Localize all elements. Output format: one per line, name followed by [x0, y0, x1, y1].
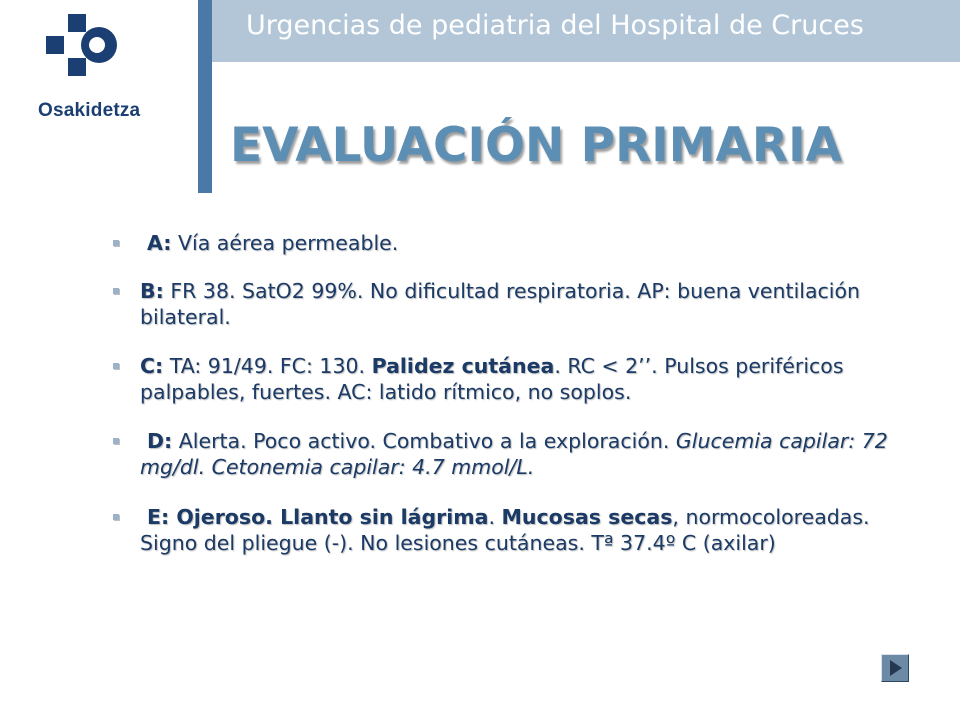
item-a-label: A:: [147, 231, 172, 255]
item-c-text: TA: 91/49. FC: 130.: [163, 354, 372, 378]
bullet-square-icon: [113, 438, 119, 444]
item-b-text: FR 38. SatO2 99%. No dificultad respiratoria. AP: buena ventilación bilateral.: [140, 279, 861, 329]
item-e-bold-2: Mucosas secas: [501, 505, 673, 529]
osakidetza-logo: [0, 0, 200, 140]
bullet-item-e: [110, 504, 910, 556]
item-d-italic: Glucemia capilar: 72 mg/dl. Cetonemia capilar: 4.7 mmol/L.: [140, 429, 888, 479]
osakidetza-emblem-icon: [40, 10, 120, 90]
banner-title: Urgencias de pediatria del Hospital de Cruces: [246, 10, 864, 41]
logo-text: Osakidetza: [38, 100, 141, 121]
bullet-square-icon: [113, 514, 119, 520]
item-d-label: D:: [147, 429, 173, 453]
bullet-item-c: [110, 353, 910, 405]
next-slide-button[interactable]: [881, 654, 909, 682]
item-c-text-2: . RC < 2’’. Pulsos periféricos palpables, fuertes. AC: latido rítmico, no soplos.: [140, 354, 844, 404]
item-e-text-2: , normocoloreadas. Signo del pliegue (-). No lesiones cutáneas. Tª 37.4º C (axilar): [140, 505, 870, 555]
bullet-square-icon: [113, 288, 119, 294]
accent-bar: [198, 0, 212, 193]
slide-title: EVALUACIÓN PRIMARIA: [230, 118, 842, 173]
bullet-list: [110, 230, 910, 556]
item-e-bold: E: Ojeroso. Llanto sin lágrima: [147, 505, 489, 529]
item-a-text: Vía aérea permeable.: [171, 231, 399, 255]
item-c-label: C:: [140, 354, 164, 378]
item-c-bold: Palidez cutánea: [371, 354, 555, 378]
bullet-square-icon: [113, 240, 119, 246]
bullet-item-d: [110, 428, 910, 480]
bullet-item-a: [110, 230, 910, 256]
item-b-label: B:: [140, 279, 164, 303]
item-d-text: Alerta. Poco activo. Combativo a la exploración.: [172, 429, 676, 453]
bullet-square-icon: [113, 363, 119, 369]
play-triangle-icon: [882, 655, 908, 681]
item-e-text: .: [488, 505, 502, 529]
bullet-item-b: [110, 278, 910, 330]
